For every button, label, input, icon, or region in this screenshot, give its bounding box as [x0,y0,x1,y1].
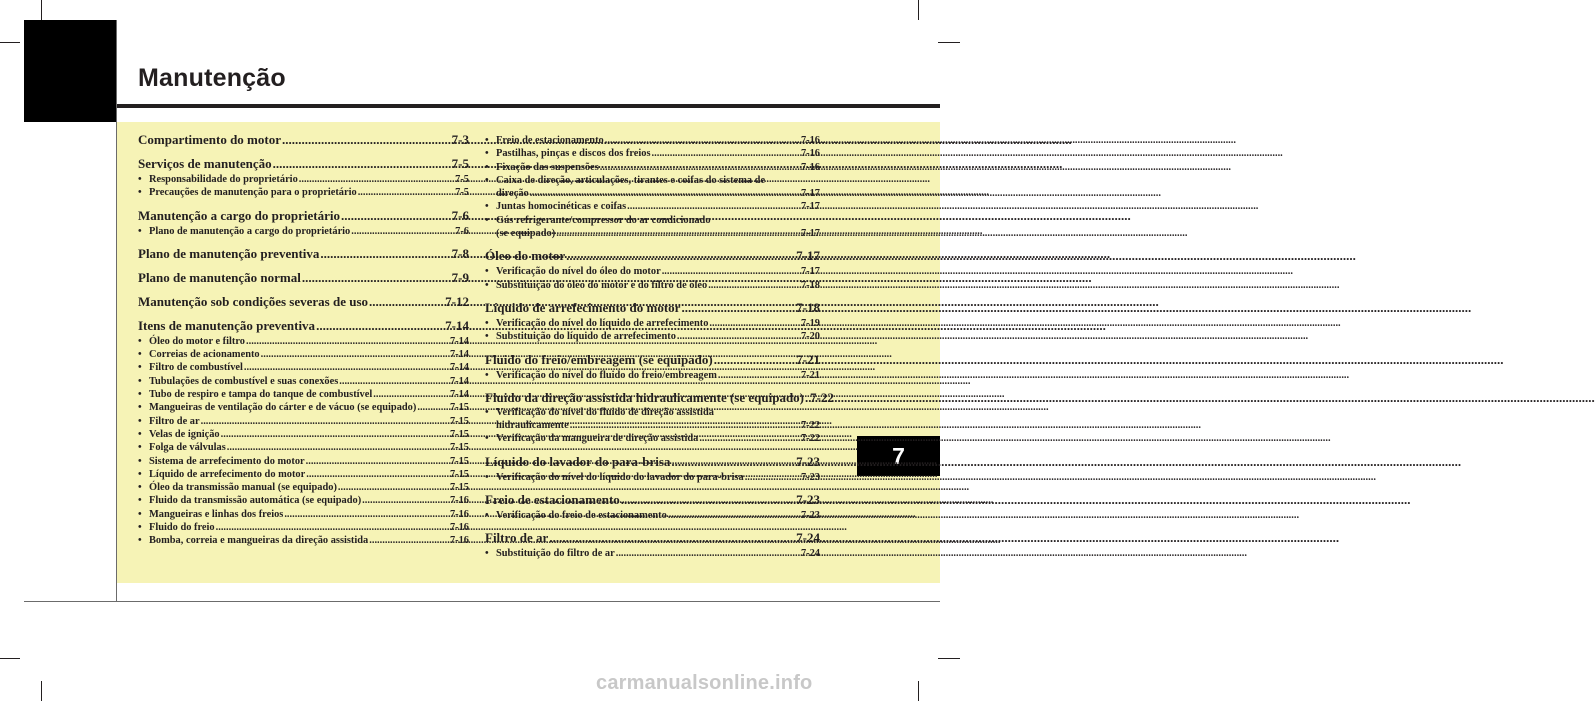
toc-leader-dots [627,200,800,213]
toc-subentry [138,534,469,547]
toc-leader-dots [261,348,449,361]
crop-mark [918,0,919,20]
toc-leader-dots [652,147,800,160]
toc-subentry-page: 7-5 [455,174,469,185]
toc-subentry-page: 7-19 [800,317,820,329]
toc-subentry [485,317,820,330]
toc-leader-dots [339,375,449,388]
toc-leader-dots [201,415,449,428]
toc-subentry-title: • Freio de estacionamento [496,135,604,146]
toc-subentry [138,375,469,388]
toc-entry [485,248,820,264]
toc-entry-title: Itens de manutenção preventiva [138,317,316,333]
footer-line [24,601,940,602]
toc-subentry-title: • Responsabilidade do proprietário [149,174,298,185]
toc-entry-title: Plano de manutenção normal [138,269,301,285]
toc-subentry [485,406,820,433]
toc-subentry-title: • Juntas homocinéticas e coifas [496,201,627,213]
toc-leader-dots [714,352,795,368]
toc-subentry [138,415,469,428]
toc-subentry-title: • Verificação da mangueira de direção assistida [496,433,699,445]
toc-leader-dots [306,455,449,468]
toc-subentry-page: 7-15 [449,442,469,454]
toc-subentry-title: • Verificação do nível do óleo do motor [496,266,661,278]
toc-subentry-page: 7-20 [800,331,820,343]
toc-leader-dots [299,173,454,186]
toc-subentry [138,388,469,401]
toc-subentry-title: • Líquido de arrefecimento do motor [149,468,306,480]
toc-subentry [138,348,469,361]
toc-subentry-title: • Óleo da transmissão manual (se equipado) [149,482,337,494]
toc-entry-page: 7-8 [451,245,469,261]
toc-subentry [485,214,820,241]
toc-subentry-page: 7-16 [449,522,469,534]
watermark: carmanualsonline.info [596,672,813,694]
toc-subentry-page: 7-17 [800,228,820,240]
toc-subentry-page: 7-14 [449,349,469,361]
toc-leader-dots [362,494,449,507]
toc-subentry-page: 7-16 [449,508,469,520]
toc-entry-page: 7-6 [451,207,469,223]
toc-leader-dots [681,300,795,316]
chapter-tab: 7 [857,436,940,476]
toc-column-left [138,132,469,548]
toc-subentry-page: 7-17 [800,201,820,213]
toc-subentry [485,265,820,278]
toc-leader-dots [369,534,449,547]
toc-subentry-page: 7-16 [800,135,820,146]
toc-subentry [485,509,820,522]
toc-leader-dots [302,270,451,286]
toc-entry-title: Manutenção a cargo do proprietário [138,207,340,223]
toc-entry [485,352,820,368]
toc-subentry-page: 7-14 [449,362,469,374]
toc-leader-dots [745,471,800,484]
toc-leader-dots [699,432,800,445]
toc-subentry-page: 7-17 [800,188,820,200]
toc-leader-dots [805,390,809,406]
toc-entry [485,389,834,406]
toc-subentry [138,441,469,454]
toc-leader-dots [718,369,800,382]
toc-leader-dots [351,225,454,238]
toc-subentry-page: 7-14 [449,389,469,401]
toc-subentry-title: • Fixação das suspensões [496,161,599,173]
toc-leader-dots [284,508,449,521]
toc-subentry-title: • Folga de válvulas [149,442,226,454]
toc-subentry [485,134,820,147]
toc-subentry [138,428,469,441]
toc-subentry-page: 7-16 [449,495,469,507]
toc-subentry [138,455,469,468]
toc-entry-page: 7-3 [451,132,469,147]
toc-subentry [138,225,469,238]
toc-leader-dots [244,361,449,374]
toc-subentry-title-cont: hidraulicamente [496,420,569,432]
toc-subentry-page: 7-6 [455,225,469,237]
toc-subentry-title: • Verificação do nível do líquido de arrefecimento [496,317,709,329]
toc-leader-dots [358,186,454,199]
toc-leader-dots [600,161,800,174]
toc-entry-title: Líquido de arrefecimento do motor [485,299,681,315]
toc-subentry-page: 7-14 [449,335,469,347]
toc-leader-dots [570,419,800,432]
toc-leader-dots [566,248,795,264]
toc-subentry-title: • Bomba, correia e mangueiras da direção assistida [149,535,369,547]
toc-subentry-page: 7-16 [800,148,820,160]
toc-subentry-title-cont: (se equipado) [496,228,556,240]
toc-subentry-page: 7-24 [800,548,820,560]
toc-entry-page: 7-24 [796,530,820,546]
toc-entry-page: 7-23 [796,453,820,469]
margin-line [116,20,117,602]
toc-leader-dots [221,428,449,441]
toc-entry-page: 7-23 [796,492,820,508]
toc-subentry-page: 7-23 [800,471,820,483]
toc-leader-dots [605,134,800,147]
toc-subentry [138,401,469,414]
toc-subentry [138,186,469,199]
toc-subentry-title: • Sistema de arrefecimento do motor [149,455,305,467]
toc-leader-dots [417,401,449,414]
toc-leader-dots [227,441,449,454]
toc-entry-title: Serviços de manutenção [138,156,272,171]
toc-subentry [138,335,469,348]
crop-mark [0,42,20,43]
toc-entry-title: Fluido da direção assistida hidraulicamente (se equipado) [485,389,805,405]
toc-subentry [138,361,469,374]
toc-subentry [485,369,820,382]
toc-subentry-title: • Substituição do líquido de arrefecimento [496,331,676,343]
crop-mark [918,681,919,701]
toc-entry [485,300,820,316]
toc-subentry [485,279,820,292]
toc-subentry-page: 7-15 [449,455,469,467]
toc-subentry-title: • Filtro de ar [149,415,200,427]
toc-entry-title: Filtro de ar [485,530,549,546]
page-title: Manutenção [138,64,286,92]
toc-leader-dots [668,509,800,522]
toc-leader-dots [530,187,800,200]
crop-mark [0,658,20,659]
toc-subentry-title-cont: direção [496,188,529,200]
toc-subentry-continuation [496,187,820,200]
toc-subentry-page: 7-5 [455,187,469,199]
toc-entry [138,132,469,148]
toc-subentry-title: • Velas de ignição [149,428,220,440]
toc-entry-page: 7-22 [810,389,834,405]
toc-leader-dots [338,481,449,494]
toc-subentry [138,494,469,507]
toc-leader-dots [616,547,800,560]
toc-entry-page: 7-9 [451,269,469,285]
header-block [24,20,116,122]
toc-entry-page: 7-14 [445,317,469,333]
toc-subentry [138,521,469,534]
toc-leader-dots [320,246,450,262]
toc-subentry-page: 7-16 [449,535,469,547]
toc-entry [485,530,820,546]
toc-subentry-continuation [496,419,820,432]
crop-mark [938,658,960,659]
toc-entry-title: Freio de estacionamento [485,492,620,508]
toc-subentry-title: • Precauções de manutenção para o proprietário [149,187,357,199]
toc-subentry [138,481,469,494]
toc-subentry-title: • Verificação do nível do fluido de direção assistida [496,406,714,418]
toc-subentry-title: • Tubo de respiro e tampa do tanque de combustível [149,389,373,401]
toc-leader-dots [341,208,451,224]
toc-entry [138,246,469,262]
toc-entry-title: Plano de manutenção preventiva [138,245,320,261]
toc-leader-dots [273,156,451,172]
toc-leader-dots [556,227,800,240]
toc-subentry-title: • Tubulações de combustível e suas conexões [149,375,339,387]
toc-entry [485,454,820,470]
toc-subentry-title: • Caixa de direção, articulações, tirantes e coifas do sistema de [496,174,766,186]
toc-entry-title: Manutenção sob condições severas de uso [138,293,369,309]
toc-leader-dots [306,468,449,481]
toc-leader-dots [708,279,800,292]
toc-subentry [138,468,469,481]
toc-subentry [485,147,820,160]
toc-subentry-title: • Verificação do nível do líquido do lavador do para-brisa [496,471,744,483]
toc-leader-dots [621,492,795,508]
toc-entry [138,294,469,310]
toc-subentry-page: 7-22 [800,420,820,432]
crop-mark [41,681,42,701]
toc-entry-page: 7-21 [796,351,820,367]
toc-entry [138,318,469,334]
toc-entry-title: Compartimento do motor [138,132,281,147]
toc-subentry-title: • Mangueiras de ventilação do cárter e de vácuo (se equipado) [149,402,417,414]
toc-subentry [485,161,820,174]
toc-entry-title: Fluido do freio/embreagem (se equipado) [485,351,713,367]
toc-subentry-title: • Filtro de combustível [149,362,243,374]
toc-subentry-page: 7-15 [449,482,469,494]
title-rule [116,104,940,108]
toc-subentry [485,200,820,213]
toc-subentry-title: • Plano de manutenção a cargo do proprietário [149,225,351,237]
toc-subentry-title: • Substituição do filtro de ar [496,548,615,560]
toc-leader-dots [671,454,795,470]
toc-leader-dots [216,521,449,534]
toc-subentry-title: • Substituição do óleo do motor e do filtro de óleo [496,279,708,291]
toc-subentry [485,432,820,445]
toc-subentry-title: • Óleo do motor e filtro [149,335,245,347]
toc-entry [138,270,469,286]
toc-subentry-title: • Verificação do freio de estacionamento [496,510,667,522]
toc-subentry-page: 7-16 [800,161,820,173]
toc-entry-page: 7-17 [796,248,820,264]
toc-subentry-title: • Mangueiras e linhas dos freios [149,508,284,520]
toc-subentry-continuation [496,227,820,240]
toc-entry-page: 7-12 [445,293,469,309]
toc-subentry [138,508,469,521]
toc-entry [138,156,469,172]
toc-leader-dots [316,318,444,334]
toc-subentry [485,330,820,343]
toc-subentry-title: • Fluido da transmissão automática (se equipado) [149,495,362,507]
toc-leader-dots [246,335,449,348]
toc-leader-dots [373,388,449,401]
toc-subentry-title: • Correias de acionamento [149,349,260,361]
toc-subentry-page: 7-15 [449,428,469,440]
crop-mark [938,42,960,43]
toc-subentry [138,173,469,186]
toc-subentry-title: • Gás refrigerante/compressor do ar condicionado [496,214,711,226]
toc-subentry-page: 7-21 [800,369,820,381]
toc-subentry [485,547,820,560]
toc-subentry-title: • Pastilhas, pinças e discos dos freios [496,148,651,160]
toc-subentry-page: 7-17 [800,266,820,278]
toc-entry-title: Óleo do motor [485,248,566,264]
toc-entry-page: 7-5 [451,156,469,171]
toc-subentry-page: 7-14 [449,375,469,387]
toc-subentry-title: • Fluido do freio [149,522,215,534]
toc-subentry-page: 7-23 [800,510,820,522]
toc-entry [138,208,469,224]
toc-subentry-page: 7-22 [800,433,820,445]
toc-subentry [485,471,820,484]
toc-subentry [485,174,820,201]
toc-entry [485,492,820,508]
toc-subentry-page: 7-15 [449,415,469,427]
toc-leader-dots [662,265,800,278]
toc-leader-dots [549,530,795,546]
toc-leader-dots [677,330,800,343]
toc-subentry-title: • Verificação do nível do fluido do freio/embreagem [496,369,717,381]
toc-column-right [485,134,834,561]
toc-entry-title: Líquido do lavador do para-brisa [485,453,671,469]
crop-mark [41,0,42,20]
toc-subentry-page: 7-15 [449,402,469,414]
toc-leader-dots [369,294,444,310]
toc-subentry-page: 7-18 [800,279,820,291]
toc-leader-dots [709,317,800,330]
toc-subentry-page: 7-15 [449,468,469,480]
toc-leader-dots [282,132,451,148]
toc-entry-page: 7-18 [796,299,820,315]
